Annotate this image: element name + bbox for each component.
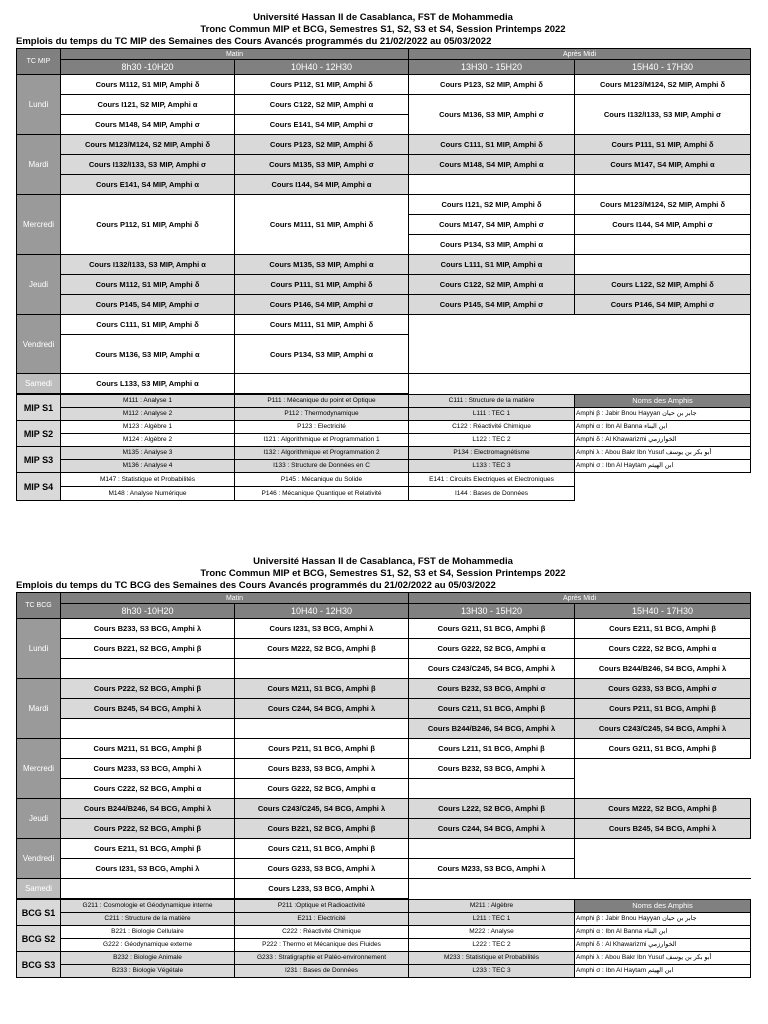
course-cell: Cours G233, S3 BCG, Amphi σ <box>575 679 751 699</box>
course-cell: Cours M211, S1 BCG, Amphi β <box>235 679 409 699</box>
course-cell: Cours M112, S1 MIP, Amphi δ <box>61 75 235 95</box>
course-cell: Cours B233, S3 BCG, Amphi λ <box>61 619 235 639</box>
bcg-schedule-title: Emplois du temps du TC BCG des Semaines des Cours Avancés programmés du 21/02/2022 au 05/03/2022 <box>16 580 496 591</box>
slot-header: 13H30 - 15H20 <box>409 60 575 75</box>
amphi-name: Amphi λ : Abou Bakr Ibn Yusuf أبو بكر بن يوسف <box>575 952 751 965</box>
course-cell: Cours E141, S4 MIP, Amphi α <box>61 175 235 195</box>
empty-cell <box>409 315 751 374</box>
empty-cell <box>575 175 751 195</box>
day-label: Mardi <box>17 679 61 739</box>
course-cell: Cours M136, S3 MIP, Amphi σ <box>409 95 575 135</box>
course-cell: Cours M222, S2 BCG, Amphi β <box>235 639 409 659</box>
amphi-name: Amphi α : Ibn Al Banna ابن البناء <box>575 926 751 939</box>
course-cell: Cours C244, S4 BCG, Amphi λ <box>409 819 575 839</box>
module-cell: G211 : Cosmologie et Géodynamique interne <box>61 900 235 913</box>
course-cell: Cours I144, S4 MIP, Amphi α <box>235 175 409 195</box>
course-cell: Cours P145, S4 MIP, Amphi σ <box>409 295 575 315</box>
amphi-name: Amphi σ : Ibn Al Haytam ابن الهيثم <box>575 965 751 978</box>
semester-label: BCG S3 <box>17 952 61 978</box>
course-cell: Cours G211, S1 BCG, Amphi β <box>409 619 575 639</box>
course-cell: Cours M111, S1 MIP, Amphi δ <box>235 315 409 335</box>
course-cell: Cours B221, S2 BCG, Amphi β <box>61 639 235 659</box>
module-cell: P146 : Mécanique Quantique et Relativité <box>235 487 409 501</box>
empty-cell <box>575 839 751 879</box>
course-cell: Cours B245, S4 BCG, Amphi λ <box>61 699 235 719</box>
module-cell: L122 : TEC 2 <box>409 434 575 447</box>
course-cell: Cours M233, S3 BCG, Amphi λ <box>409 859 575 879</box>
amphi-name: Amphi β : Jabir Bnou Hayyan جابر بن حيان <box>575 913 751 926</box>
course-cell: Cours C243/C245, S4 BCG, Amphi λ <box>575 719 751 739</box>
course-cell: Cours L111, S1 MIP, Amphi α <box>409 255 575 275</box>
course-cell: Cours L211, S1 BCG, Amphi β <box>409 739 575 759</box>
course-cell: Cours M135, S3 MIP, Amphi σ <box>235 155 409 175</box>
semester-label: MIP S3 <box>17 447 61 473</box>
course-cell: Cours B232, S3 BCG, Amphi σ <box>409 679 575 699</box>
day-label: Lundi <box>17 75 61 135</box>
course-cell: Cours C111, S1 MIP, Amphi δ <box>61 315 235 335</box>
course-cell: Cours I144, S4 MIP, Amphi σ <box>575 215 751 235</box>
module-cell: I132 : Algorithmique et Programmation 2 <box>235 447 409 460</box>
amphi-name: Amphi δ : Al Khawarizmi الخوارزمي <box>575 939 751 952</box>
empty-cell <box>61 879 235 899</box>
module-cell: C222 : Réactivité Chimique <box>235 926 409 939</box>
slot-header: 8h30 -10H20 <box>61 60 235 75</box>
module-cell: M211 : Algèbre <box>409 900 575 913</box>
course-cell: Cours G222, S2 BCG, Amphi α <box>235 779 409 799</box>
empty-cell <box>235 719 409 739</box>
matin-header: Matin <box>61 593 409 604</box>
course-cell: Cours P146, S4 MIP, Amphi σ <box>235 295 409 315</box>
course-cell: Cours B244/B246, S4 BCG, Amphi λ <box>409 719 575 739</box>
mip-schedule-title: Emplois du temps du TC MIP des Semaines des Cours Avancés programmés du 21/02/2022 au 05/03/2022 <box>16 36 492 47</box>
course-cell: Cours P211, S1 BCG, Amphi β <box>575 699 751 719</box>
semester-label: BCG S1 <box>17 900 61 926</box>
amphi-names-header: Noms des Amphis <box>575 900 751 913</box>
slot-header: 8h30 -10H20 <box>61 604 235 619</box>
module-cell: M112 : Analyse 2 <box>61 408 235 421</box>
course-cell: Cours C222, S2 BCG, Amphi α <box>575 639 751 659</box>
module-cell: I133 : Structure de Données en C <box>235 460 409 473</box>
empty-cell <box>235 374 409 394</box>
course-cell: Cours G211, S1 BCG, Amphi β <box>575 739 751 759</box>
matin-header: Matin <box>61 49 409 60</box>
course-cell: Cours C122, S2 MIP, Amphi α <box>235 95 409 115</box>
day-label: Vendredi <box>17 839 61 879</box>
mip-university-title: Université Hassan II de Casablanca, FST de Mohammedia <box>253 12 513 23</box>
course-cell: Cours C244, S4 BCG, Amphi λ <box>235 699 409 719</box>
amphi-name: Amphi α : Ibn Al Banna ابن البناء <box>575 421 751 434</box>
empty-cell <box>409 839 575 859</box>
course-cell: Cours I121, S2 MIP, Amphi δ <box>409 195 575 215</box>
module-cell: M135 : Analyse 3 <box>61 447 235 460</box>
mip-modules-table <box>16 394 751 501</box>
day-label: Mercredi <box>17 195 61 255</box>
empty-cell <box>235 659 409 679</box>
course-cell: Cours P134, S3 MIP, Amphi α <box>235 335 409 374</box>
course-cell: Cours P222, S2 BCG, Amphi β <box>61 679 235 699</box>
course-cell: Cours P112, S1 MIP, Amphi δ <box>61 195 235 255</box>
slot-header: 10H40 - 12H30 <box>235 60 409 75</box>
course-cell: Cours M123/M124, S2 MIP, Amphi δ <box>575 75 751 95</box>
course-cell: Cours M147, S4 MIP, Amphi σ <box>409 215 575 235</box>
bcg-timetable-section <box>16 556 750 978</box>
empty-cell <box>61 719 235 739</box>
course-cell: Cours B233, S3 BCG, Amphi λ <box>235 759 409 779</box>
course-cell: Cours M112, S1 MIP, Amphi δ <box>61 275 235 295</box>
course-cell: Cours M233, S3 BCG, Amphi λ <box>61 759 235 779</box>
course-cell: Cours L222, S2 BCG, Amphi β <box>409 799 575 819</box>
course-cell: Cours P123, S2 MIP, Amphi δ <box>409 75 575 95</box>
module-cell: L222 : TEC 2 <box>409 939 575 952</box>
semester-label: MIP S2 <box>17 421 61 447</box>
course-cell: Cours P111, S1 MIP, Amphi δ <box>575 135 751 155</box>
amphi-name: Amphi δ : Al Khawarizmi الخوارزمي <box>575 434 751 447</box>
day-label: Mercredi <box>17 739 61 799</box>
course-cell: Cours P134, S3 MIP, Amphi α <box>409 235 575 255</box>
amphi-names-header: Noms des Amphis <box>575 395 751 408</box>
course-cell: Cours P146, S4 MIP, Amphi σ <box>575 295 751 315</box>
course-cell: Cours B232, S3 BCG, Amphi λ <box>409 759 575 779</box>
empty-cell <box>409 175 575 195</box>
module-cell: M233 : Statistique et Probabilités <box>409 952 575 965</box>
bcg-timetable <box>16 592 751 899</box>
corner-label: TC BCG <box>17 593 61 619</box>
module-cell: C211 : Structure de la matière <box>61 913 235 926</box>
semester-label: BCG S2 <box>17 926 61 952</box>
module-cell: E141 : Circuits Electriques et Electroniques <box>409 473 575 487</box>
day-label: Mardi <box>17 135 61 195</box>
course-cell: Cours C222, S2 BCG, Amphi α <box>61 779 235 799</box>
course-cell: Cours C211, S1 BCG, Amphi β <box>409 699 575 719</box>
course-cell: Cours C111, S1 MIP, Amphi δ <box>409 135 575 155</box>
course-cell: Cours I231, S3 BCG, Amphi λ <box>235 619 409 639</box>
slot-header: 13H30 - 15H20 <box>409 604 575 619</box>
module-cell: I121 : Algorithmique et Programmation 1 <box>235 434 409 447</box>
day-label: Jeudi <box>17 255 61 315</box>
module-cell: P123 : Electricité <box>235 421 409 434</box>
course-cell: Cours B245, S4 BCG, Amphi λ <box>575 819 751 839</box>
course-cell: Cours B221, S2 BCG, Amphi β <box>235 819 409 839</box>
module-cell: P134 : Electromagnétisme <box>409 447 575 460</box>
empty-cell <box>61 659 235 679</box>
empty-cell <box>409 779 575 799</box>
course-cell: Cours C243/C245, S4 BCG, Amphi λ <box>235 799 409 819</box>
module-cell: M124 : Algèbre 2 <box>61 434 235 447</box>
course-cell: Cours P123, S2 MIP, Amphi δ <box>235 135 409 155</box>
course-cell: Cours I132/I133, S3 MIP, Amphi α <box>61 255 235 275</box>
module-cell: I144 : Bases de Données <box>409 487 575 501</box>
course-cell: Cours I231, S3 BCG, Amphi λ <box>61 859 235 879</box>
module-cell: B233 : Biologie Végétale <box>61 965 235 978</box>
course-cell: Cours M111, S1 MIP, Amphi δ <box>235 195 409 255</box>
course-cell: Cours G233, S3 BCG, Amphi λ <box>235 859 409 879</box>
course-cell: Cours L233, S3 BCG, Amphi λ <box>235 879 409 899</box>
module-cell: M136 : Analyse 4 <box>61 460 235 473</box>
bcg-program-title: Tronc Commun MIP et BCG, Semestres S1, S2, S3 et S4, Session Printemps 2022 <box>200 568 566 579</box>
amphi-name: Amphi σ : Ibn Al Haytam ابن الهيثم <box>575 460 751 473</box>
course-cell: Cours P111, S1 MIP, Amphi δ <box>235 275 409 295</box>
mip-program-title: Tronc Commun MIP et BCG, Semestres S1, S2, S3 et S4, Session Printemps 2022 <box>200 24 566 35</box>
day-label: Samedi <box>17 879 61 899</box>
module-cell: M147 : Statistique et Probabilités <box>61 473 235 487</box>
empty-cell <box>575 473 751 501</box>
course-cell: Cours M123/M124, S2 MIP, Amphi δ <box>61 135 235 155</box>
course-cell: Cours M211, S1 BCG, Amphi β <box>61 739 235 759</box>
course-cell: Cours I132/I133, S3 MIP, Amphi σ <box>61 155 235 175</box>
module-cell: P145 : Mécanique du Solide <box>235 473 409 487</box>
day-label: Jeudi <box>17 799 61 839</box>
course-cell: Cours E211, S1 BCG, Amphi β <box>61 839 235 859</box>
module-cell: I231 : Bases de Données <box>235 965 409 978</box>
module-cell: L111 : TEC 1 <box>409 408 575 421</box>
course-cell: Cours E211, S1 BCG, Amphi β <box>575 619 751 639</box>
course-cell: Cours M148, S4 MIP, Amphi α <box>409 155 575 175</box>
module-cell: C122 : Réactivité Chimique <box>409 421 575 434</box>
slot-header: 10H40 - 12H30 <box>235 604 409 619</box>
module-cell: M148 : Analyse Numérique <box>61 487 235 501</box>
module-cell: P222 : Thermo et Mécanique des Fluides <box>235 939 409 952</box>
course-cell: Cours G222, S2 BCG, Amphi α <box>409 639 575 659</box>
module-cell: M123 : Algèbre 1 <box>61 421 235 434</box>
module-cell: L211 : TEC 1 <box>409 913 575 926</box>
module-cell: E211 : Electricité <box>235 913 409 926</box>
empty-cell <box>575 759 751 799</box>
course-cell: Cours P222, S2 BCG, Amphi β <box>61 819 235 839</box>
course-cell: Cours L133, S3 MIP, Amphi α <box>61 374 235 394</box>
module-cell: G233 : Stratigraphie et Paléo-environnement <box>235 952 409 965</box>
amphi-name: Amphi β : Jabir Bnou Hayyan جابر بن حيان <box>575 408 751 421</box>
slot-header: 15H40 - 17H30 <box>575 604 751 619</box>
corner-label: TC MIP <box>17 49 61 75</box>
course-cell: Cours M123/M124, S2 MIP, Amphi δ <box>575 195 751 215</box>
course-cell: Cours P112, S1 MIP, Amphi δ <box>235 75 409 95</box>
module-cell: M222 : Analyse <box>409 926 575 939</box>
empty-cell <box>409 879 751 899</box>
module-cell: L133 : TEC 3 <box>409 460 575 473</box>
day-label: Vendredi <box>17 315 61 374</box>
module-cell: L233 : TEC 3 <box>409 965 575 978</box>
empty-cell <box>575 255 751 275</box>
module-cell: P111 : Mécanique du point et Optique <box>235 395 409 408</box>
empty-cell <box>409 374 751 394</box>
module-cell: G222 : Géodynamique externe <box>61 939 235 952</box>
bcg-university-title: Université Hassan II de Casablanca, FST de Mohammedia <box>253 556 513 567</box>
course-cell: Cours B244/B246, S4 BCG, Amphi λ <box>61 799 235 819</box>
apres-midi-header: Après Midi <box>409 49 751 60</box>
course-cell: Cours C243/C245, S4 BCG, Amphi λ <box>409 659 575 679</box>
amphi-name: Amphi λ : Abou Bakr Ibn Yusuf أبو بكر بن يوسف <box>575 447 751 460</box>
module-cell: M111 : Analyse 1 <box>61 395 235 408</box>
module-cell: B221 : Biologie Cellulaire <box>61 926 235 939</box>
module-cell: P211 :Optique et Radioactivité <box>235 900 409 913</box>
course-cell: Cours P211, S1 BCG, Amphi β <box>235 739 409 759</box>
course-cell: Cours M135, S3 MIP, Amphi α <box>235 255 409 275</box>
day-label: Lundi <box>17 619 61 679</box>
course-cell: Cours C211, S1 BCG, Amphi β <box>235 839 409 859</box>
course-cell: Cours I121, S2 MIP, Amphi α <box>61 95 235 115</box>
module-cell: P112 : Thermodynamique <box>235 408 409 421</box>
course-cell: Cours M147, S4 MIP, Amphi α <box>575 155 751 175</box>
course-cell: Cours M136, S3 MIP, Amphi α <box>61 335 235 374</box>
course-cell: Cours M148, S4 MIP, Amphi σ <box>61 115 235 135</box>
day-label: Samedi <box>17 374 61 394</box>
course-cell: Cours I132/I133, S3 MIP, Amphi σ <box>575 95 751 135</box>
course-cell: Cours L122, S2 MIP, Amphi δ <box>575 275 751 295</box>
empty-cell <box>575 235 751 255</box>
mip-timetable <box>16 48 751 394</box>
course-cell: Cours B244/B246, S4 BCG, Amphi λ <box>575 659 751 679</box>
slot-header: 15H40 - 17H30 <box>575 60 751 75</box>
semester-label: MIP S1 <box>17 395 61 421</box>
module-cell: B232 : Biologie Animale <box>61 952 235 965</box>
apres-midi-header: Après Midi <box>409 593 751 604</box>
course-cell: Cours P145, S4 MIP, Amphi σ <box>61 295 235 315</box>
course-cell: Cours M222, S2 BCG, Amphi β <box>575 799 751 819</box>
mip-timetable-section <box>16 12 750 501</box>
course-cell: Cours C122, S2 MIP, Amphi α <box>409 275 575 295</box>
semester-label: MIP S4 <box>17 473 61 501</box>
course-cell: Cours E141, S4 MIP, Amphi σ <box>235 115 409 135</box>
bcg-modules-table <box>16 899 751 978</box>
module-cell: C111 : Structure de la matière <box>409 395 575 408</box>
